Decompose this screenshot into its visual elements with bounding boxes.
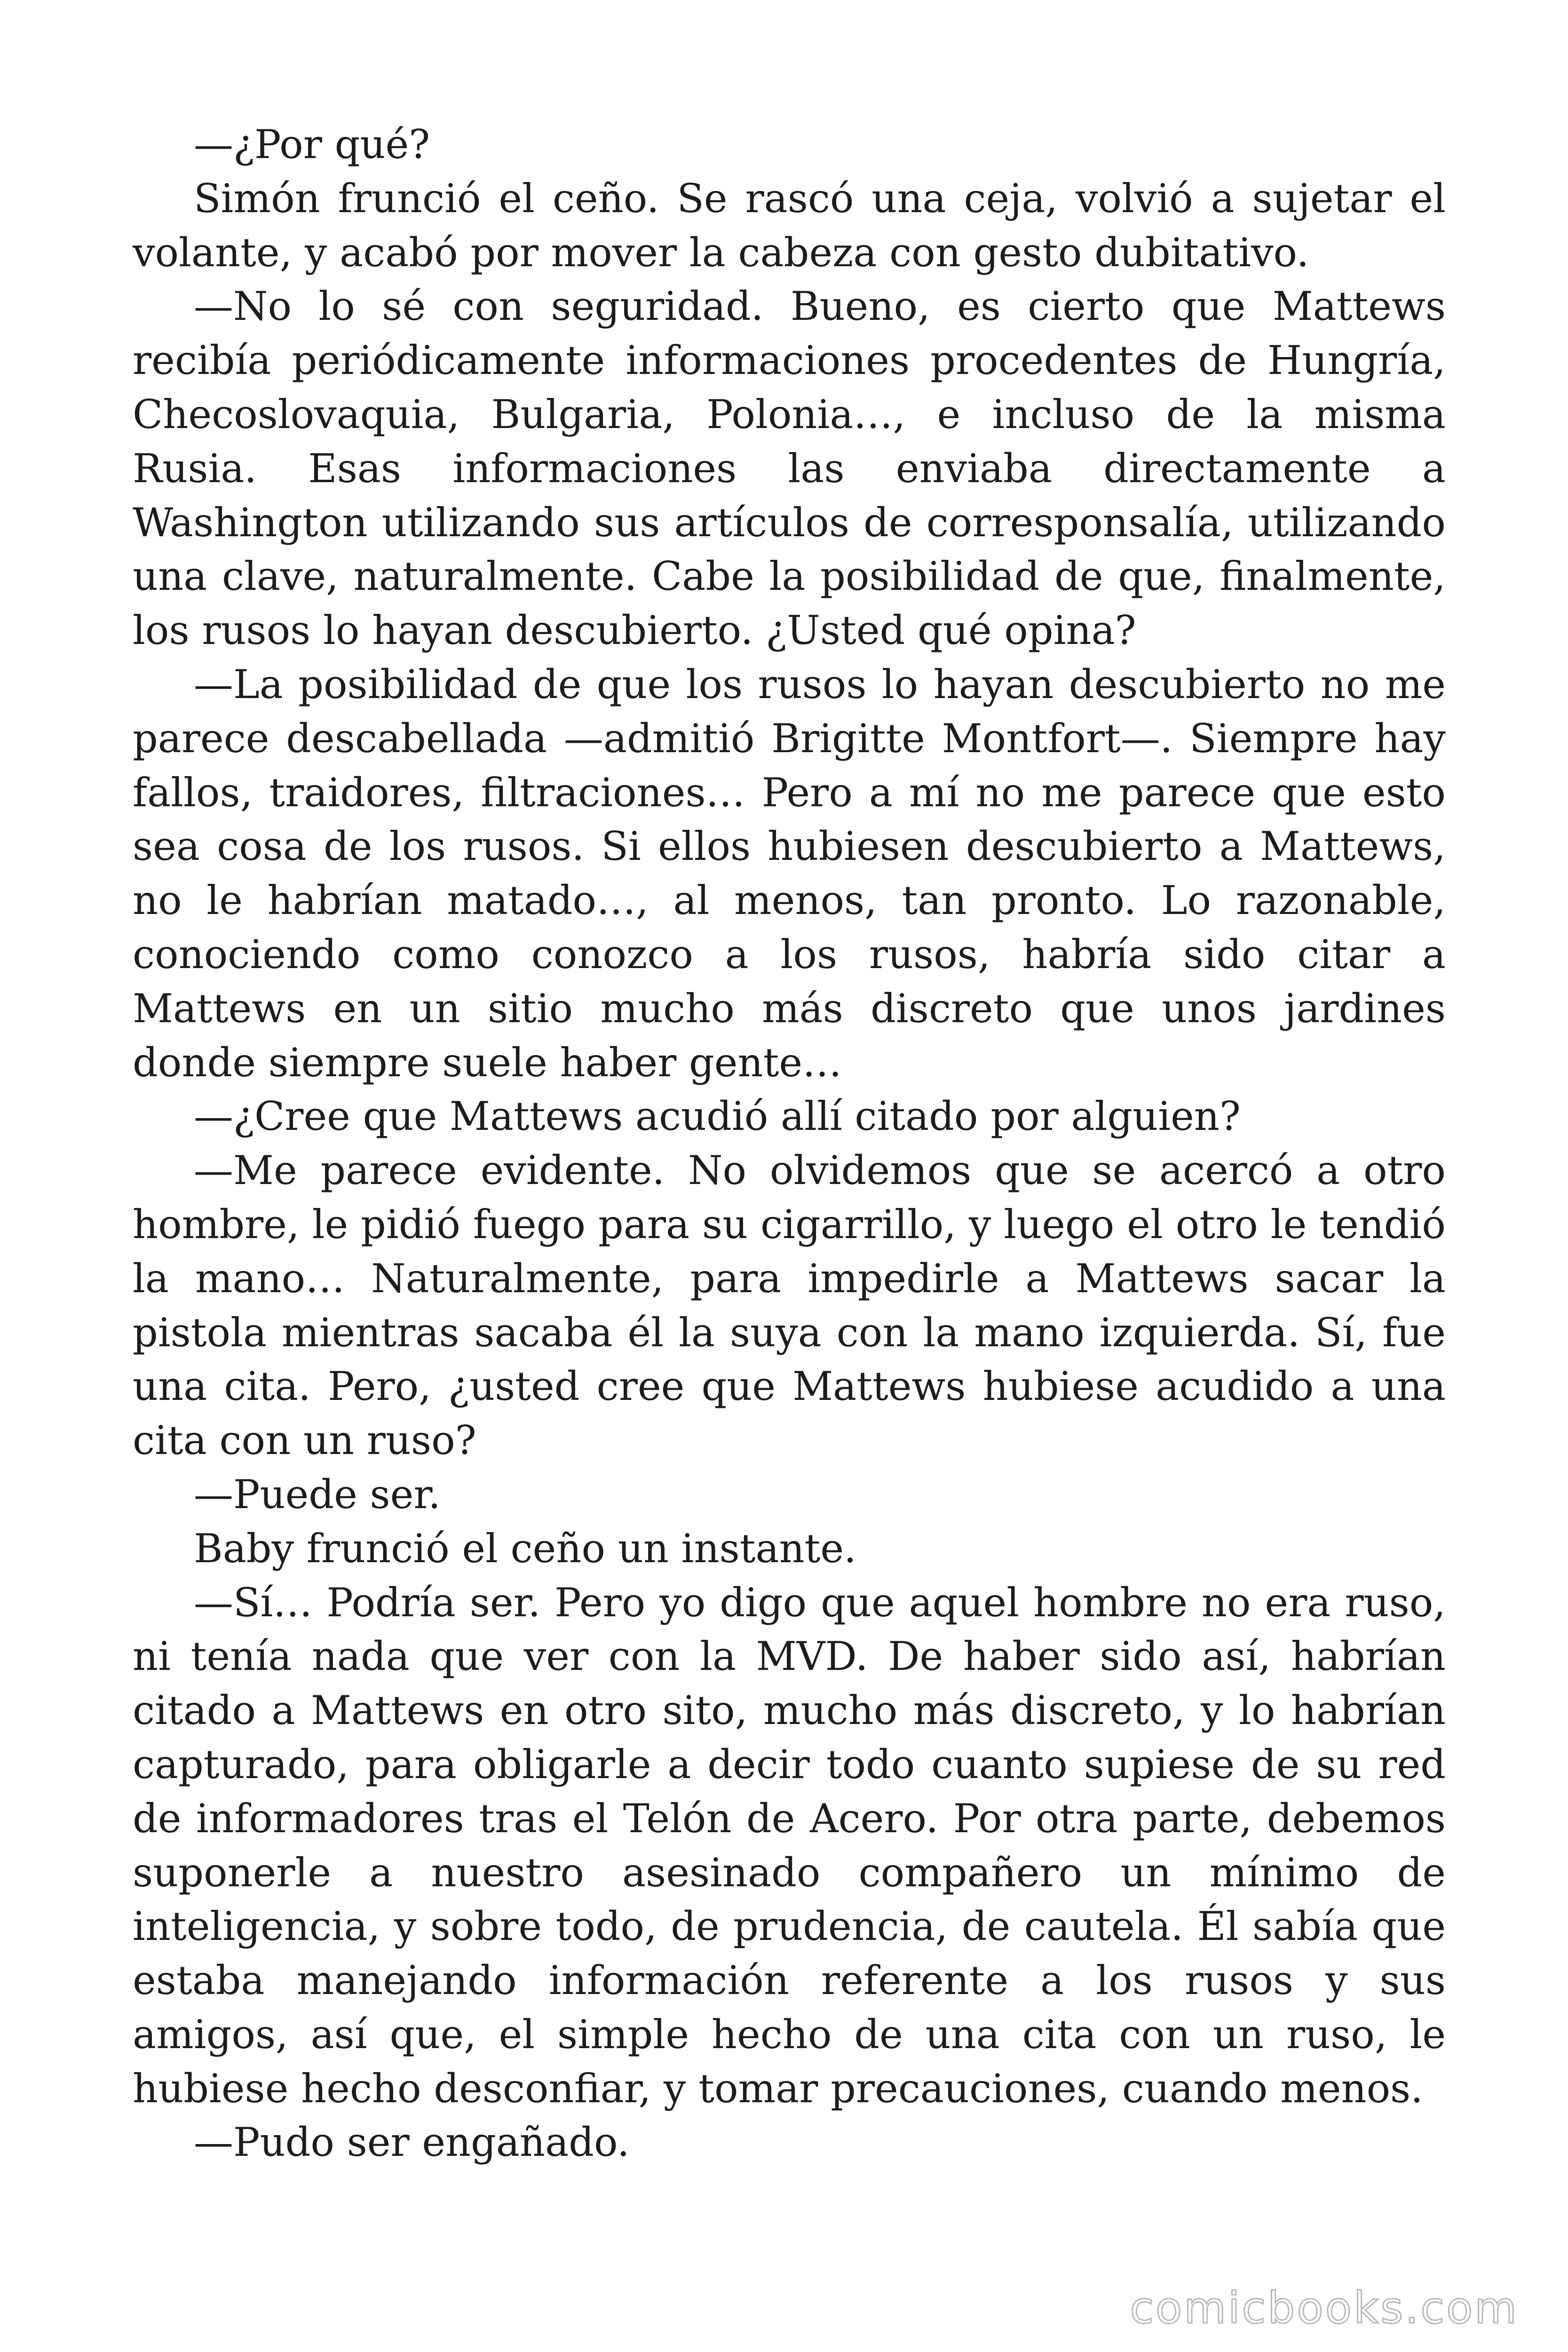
paragraph: —Puede ser. [194,1471,441,1518]
paragraph: —Me parece evidente. No olvidemos que se acercó a otro hombre, le pidió fuego para su cigarrillo, y luego el otro le tendió la mano… Naturalmente, para impedirle a Mattews sacar la pistola mientras sacaba él la suya con la mano izquierda. Sí, fue una cita. Pero, ¿usted cree que Mattews hubiese acudido a una cita con un ruso? [133,1147,1446,1464]
paragraph: —La posibilidad de que los rusos lo hayan descubierto no me parece descabellada —admitió Brigitte Montfort—. Siempre hay fallos, traidores, filtraciones… Pero a mí no me parece que esto sea cosa de los rusos. Si ellos hubiesen descubierto a Mattews, no le habrían matado…, al menos, tan pronto. Lo razonable, conociendo como conozco a los rusos, habría sido citar a Mattews en un sitio mucho más discreto que unos jardines donde siempre suele haber gente… [133,661,1446,1086]
watermark: comicbooks.com [1130,2283,1519,2333]
paragraph: —Pudo ser engañado. [194,2119,630,2166]
paragraph: —¿Por qué? [194,121,430,167]
paragraph: Baby frunció el ceño un instante. [194,1525,856,1572]
page-body [133,118,1446,2169]
paragraph: —No lo sé con seguridad. Bueno, es cierto que Mattews recibía periódicamente informaciones procedentes de Hungría, Checoslovaquia, Bulgaria, Polonia…, e incluso de la misma Rusia. Esas informaciones las enviaba directamente a Washington utilizando sus artículos de corresponsalía, utilizando una clave, naturalmente. Cabe la posibilidad de que, finalmente, los rusos lo hayan descubierto. ¿Usted qué opina? [133,283,1446,654]
paragraph: —Sí… Podría ser. Pero yo digo que aquel hombre no era ruso, ni tenía nada que ver con la MVD. De haber sido así, habrían citado a Mattews en otro sito, mucho más discreto, y lo habrían capturado, para obligarle a decir todo cuanto supiese de su red de informadores tras el Telón de Acero. Por otra parte, debemos suponerle a nuestro asesinado compañero un mínimo de inteligencia, y sobre todo, de prudencia, de cautela. Él sabía que estaba manejando información referente a los rusos y sus amigos, así que, el simple hecho de una cita con un ruso, le hubiese hecho desconfiar, y tomar precauciones, cuando menos. [133,1579,1446,2112]
paragraph: Simón frunció el ceño. Se rascó una ceja, volvió a sujetar el volante, y acabó por mover la cabeza con gesto dubitativo. [133,175,1446,276]
paragraph: —¿Cree que Mattews acudió allí citado por alguien? [194,1093,1241,1140]
